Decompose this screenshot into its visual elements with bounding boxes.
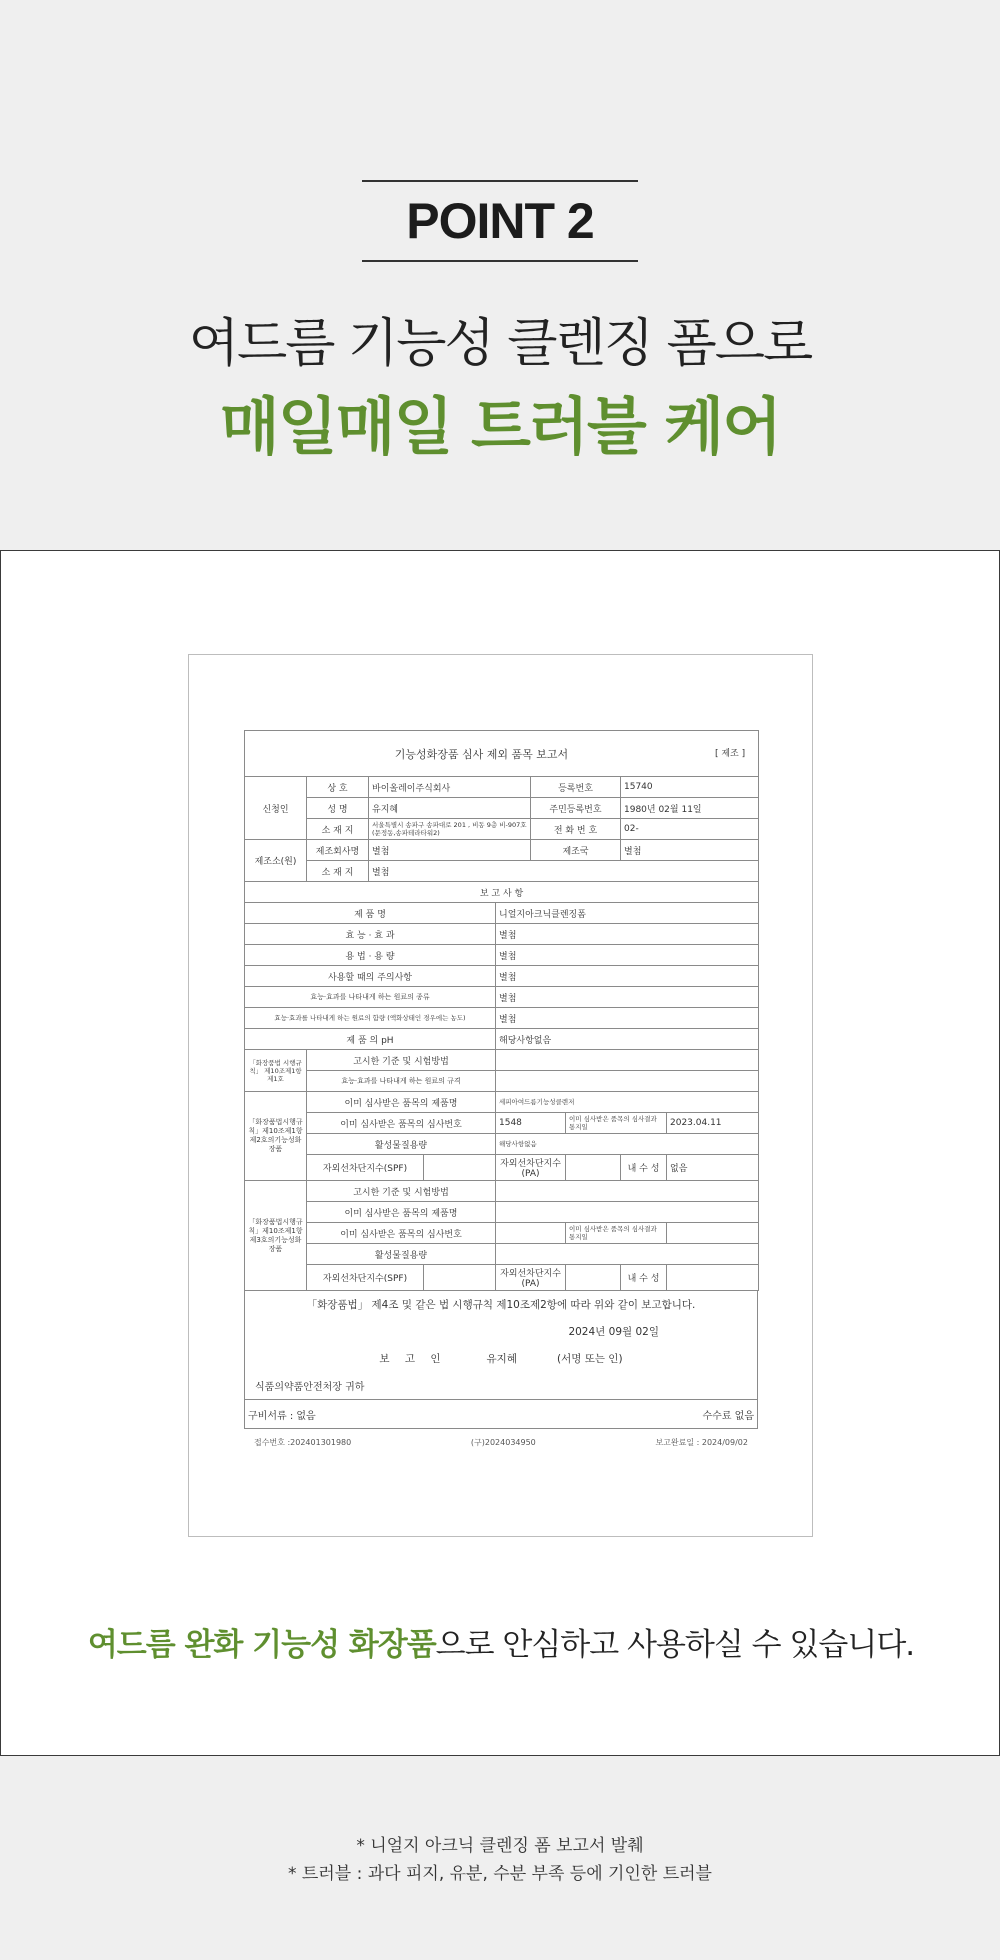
block3-approved xyxy=(496,1202,759,1223)
report-title: 기능성화장품 심사 제외 품목 보고서 xyxy=(394,747,569,761)
block2-approval-no: 1548 xyxy=(496,1113,566,1134)
name-label: 상 호 xyxy=(307,777,369,798)
reporter-name: 유지혜 xyxy=(486,1353,517,1365)
attachments: 구비서류 : 없음 xyxy=(248,1410,316,1422)
caution-value: 별첨 xyxy=(496,966,759,987)
block3-standard-value xyxy=(496,1181,759,1202)
report-panel xyxy=(0,550,1000,1756)
rep-name: 유지혜 xyxy=(369,798,531,819)
phone-label: 전 화 번 호 xyxy=(531,819,621,840)
block3-approval-no xyxy=(496,1223,566,1244)
point-heading xyxy=(0,180,1000,262)
applicant-address: 서울특별시 송파구 송파대로 201 , 비동 9층 비-907호(문정동,송파테라타워2) xyxy=(369,819,531,840)
block3-approval-no-label: 이미 심사받은 품목의 심사번호 xyxy=(307,1223,496,1244)
mfr-company: 별첨 xyxy=(369,840,531,861)
mfr-company-label: 제조회사명 xyxy=(307,840,369,861)
block2-approved-label: 이미 심사받은 품목의 제품명 xyxy=(307,1092,496,1113)
block2-notice-date: 2023.04.11 xyxy=(667,1113,759,1134)
report-type: [ 제조 ] xyxy=(714,748,746,759)
block2-notice-label: 이미 심사받은 품목의 심사결과 통지일 xyxy=(566,1113,667,1134)
addressee: 식품의약품안전처장 귀하 xyxy=(255,1382,365,1393)
mfr-country: 별첨 xyxy=(621,840,759,861)
ingredient-amount-label: 효능·효과를 나타내게 하는 원료의 함량 (액화상태인 경우에는 농도) xyxy=(245,1008,496,1029)
receipt-number: 접수번호 :202401301980 xyxy=(254,1438,352,1447)
mfr-addr-label: 소 재 지 xyxy=(307,861,369,882)
mfr-addr: 별첨 xyxy=(369,861,759,882)
block1-spec: 효능·효과를 나타내게 하는 원료의 규격 xyxy=(307,1071,496,1092)
block2-pa xyxy=(566,1155,621,1181)
applicant-section: 신청인 xyxy=(245,777,307,840)
block3-water-label: 내 수 성 xyxy=(621,1265,667,1291)
block3-notice-label: 이미 심사받은 품목의 심사결과 통지일 xyxy=(566,1223,667,1244)
block3-pa-label: 자외선차단지수(PA) xyxy=(496,1265,566,1291)
usage-value: 별첨 xyxy=(496,945,759,966)
block3-label: 「화장품법시행규칙」제10조제1항제3호의기능성화장품 xyxy=(245,1181,307,1291)
addr-label: 소 재 지 xyxy=(307,819,369,840)
footnotes xyxy=(0,1832,1000,1888)
declaration-block xyxy=(244,1291,758,1399)
headline-accent: 매일매일 트러블 케어 xyxy=(219,390,781,463)
point-label: POINT 2 xyxy=(406,193,594,249)
ph-label: 제 품 의 pH xyxy=(245,1029,496,1050)
block2-water: 없음 xyxy=(667,1155,759,1181)
effect-label: 효 능 · 효 과 xyxy=(245,924,496,945)
report-date: 2024년 09월 02일 xyxy=(568,1326,659,1338)
block3-approved-label: 이미 심사받은 품목의 제품명 xyxy=(307,1202,496,1223)
caption xyxy=(1,1619,1000,1664)
block2-approval-no-label: 이미 심사받은 품목의 심사번호 xyxy=(307,1113,496,1134)
block3-spf-label: 자외선차단지수(SPF) xyxy=(307,1265,424,1291)
report-section-heading: 보 고 사 항 xyxy=(245,882,759,903)
caption-rest: 으로 안심하고 사용하실 수 있습니다. xyxy=(435,1627,915,1663)
block2-pa-label: 자외선차단지수(PA) xyxy=(496,1155,566,1181)
completion-date: 보고완료일 : 2024/09/02 xyxy=(655,1438,748,1447)
reg-label: 등록번호 xyxy=(531,777,621,798)
block3-notice-date xyxy=(667,1223,759,1244)
resident-label: 주민등록번호 xyxy=(531,798,621,819)
block1-standard: 고시한 기준 및 시험방법 xyxy=(307,1050,496,1071)
block3-active xyxy=(496,1244,759,1265)
ingredient-type-label: 효능·효과를 나타내게 하는 원료의 종류 xyxy=(245,987,496,1008)
block2-label: 「화장품법시행규칙」제10조제1항제2호의기능성화장품 xyxy=(245,1092,307,1181)
block2-active: 해당사항없음 xyxy=(496,1134,759,1155)
block3-spf xyxy=(424,1265,496,1291)
ingredient-type-value: 별첨 xyxy=(496,987,759,1008)
ph-value: 해당사항없음 xyxy=(496,1029,759,1050)
usage-label: 용 법 · 용 량 xyxy=(245,945,496,966)
manufacturer-section: 제조소(원) xyxy=(245,840,307,882)
company-name: 바이올레이주식회사 xyxy=(369,777,531,798)
fee: 수수료 없음 xyxy=(702,1410,754,1422)
resident-value: 1980년 02월 11일 xyxy=(621,798,759,819)
block2-active-label: 활성물질용량 xyxy=(307,1134,496,1155)
mfr-country-label: 제조국 xyxy=(531,840,621,861)
product-name: 니얼지아크닉클렌징폼 xyxy=(496,903,759,924)
report-form xyxy=(244,730,758,1448)
block2-spf-label: 자외선차단지수(SPF) xyxy=(307,1155,424,1181)
block2-water-label: 내 수 성 xyxy=(621,1155,667,1181)
block1-label: 「화장품법 시행규칙」 제10조제1항제1호 xyxy=(245,1050,307,1092)
block3-pa xyxy=(566,1265,621,1291)
rep-label: 성 명 xyxy=(307,798,369,819)
block3-standard: 고시한 기준 및 시험방법 xyxy=(307,1181,496,1202)
signature-line xyxy=(253,1351,749,1366)
block3-water xyxy=(667,1265,759,1291)
report-title-cell xyxy=(245,731,759,777)
footnote-trouble: * 트러블 : 과다 피지, 유분, 수분 부족 등에 기인한 트러블 xyxy=(288,1864,712,1884)
block1-spec-value xyxy=(496,1071,759,1092)
phone-value: 02- xyxy=(621,819,759,840)
block1-standard-value xyxy=(496,1050,759,1071)
footnote-source: * 니얼지 아크닉 클렌징 폼 보고서 발췌 xyxy=(356,1836,644,1856)
block2-spf xyxy=(424,1155,496,1181)
signature-note: (서명 또는 인) xyxy=(556,1353,623,1365)
caption-accent: 여드름 완화 기능성 화장품 xyxy=(87,1627,436,1663)
ingredient-amount-value: 별첨 xyxy=(496,1008,759,1029)
caution-label: 사용할 때의 주의사항 xyxy=(245,966,496,987)
reg-number: 15740 xyxy=(621,777,759,798)
attachments-row xyxy=(244,1399,758,1429)
receipt-row xyxy=(244,1429,758,1448)
product-label: 제 품 명 xyxy=(245,903,496,924)
block2-approved: 세피아여드름기능성클렌저 xyxy=(496,1092,759,1113)
declaration-text: 「화장품법」 제4조 및 같은 법 시행규칙 제10조제2항에 따라 위와 같이 보고합니다. xyxy=(306,1299,696,1311)
reporter-label: 보 고 인 xyxy=(379,1353,447,1365)
bottom-rule xyxy=(362,260,638,262)
case-number: (구)2024034950 xyxy=(470,1438,536,1447)
effect-value: 별첨 xyxy=(496,924,759,945)
headline: 여드름 기능성 클렌징 폼으로 xyxy=(188,314,812,374)
block3-active-label: 활성물질용량 xyxy=(307,1244,496,1265)
report-document xyxy=(188,654,813,1537)
